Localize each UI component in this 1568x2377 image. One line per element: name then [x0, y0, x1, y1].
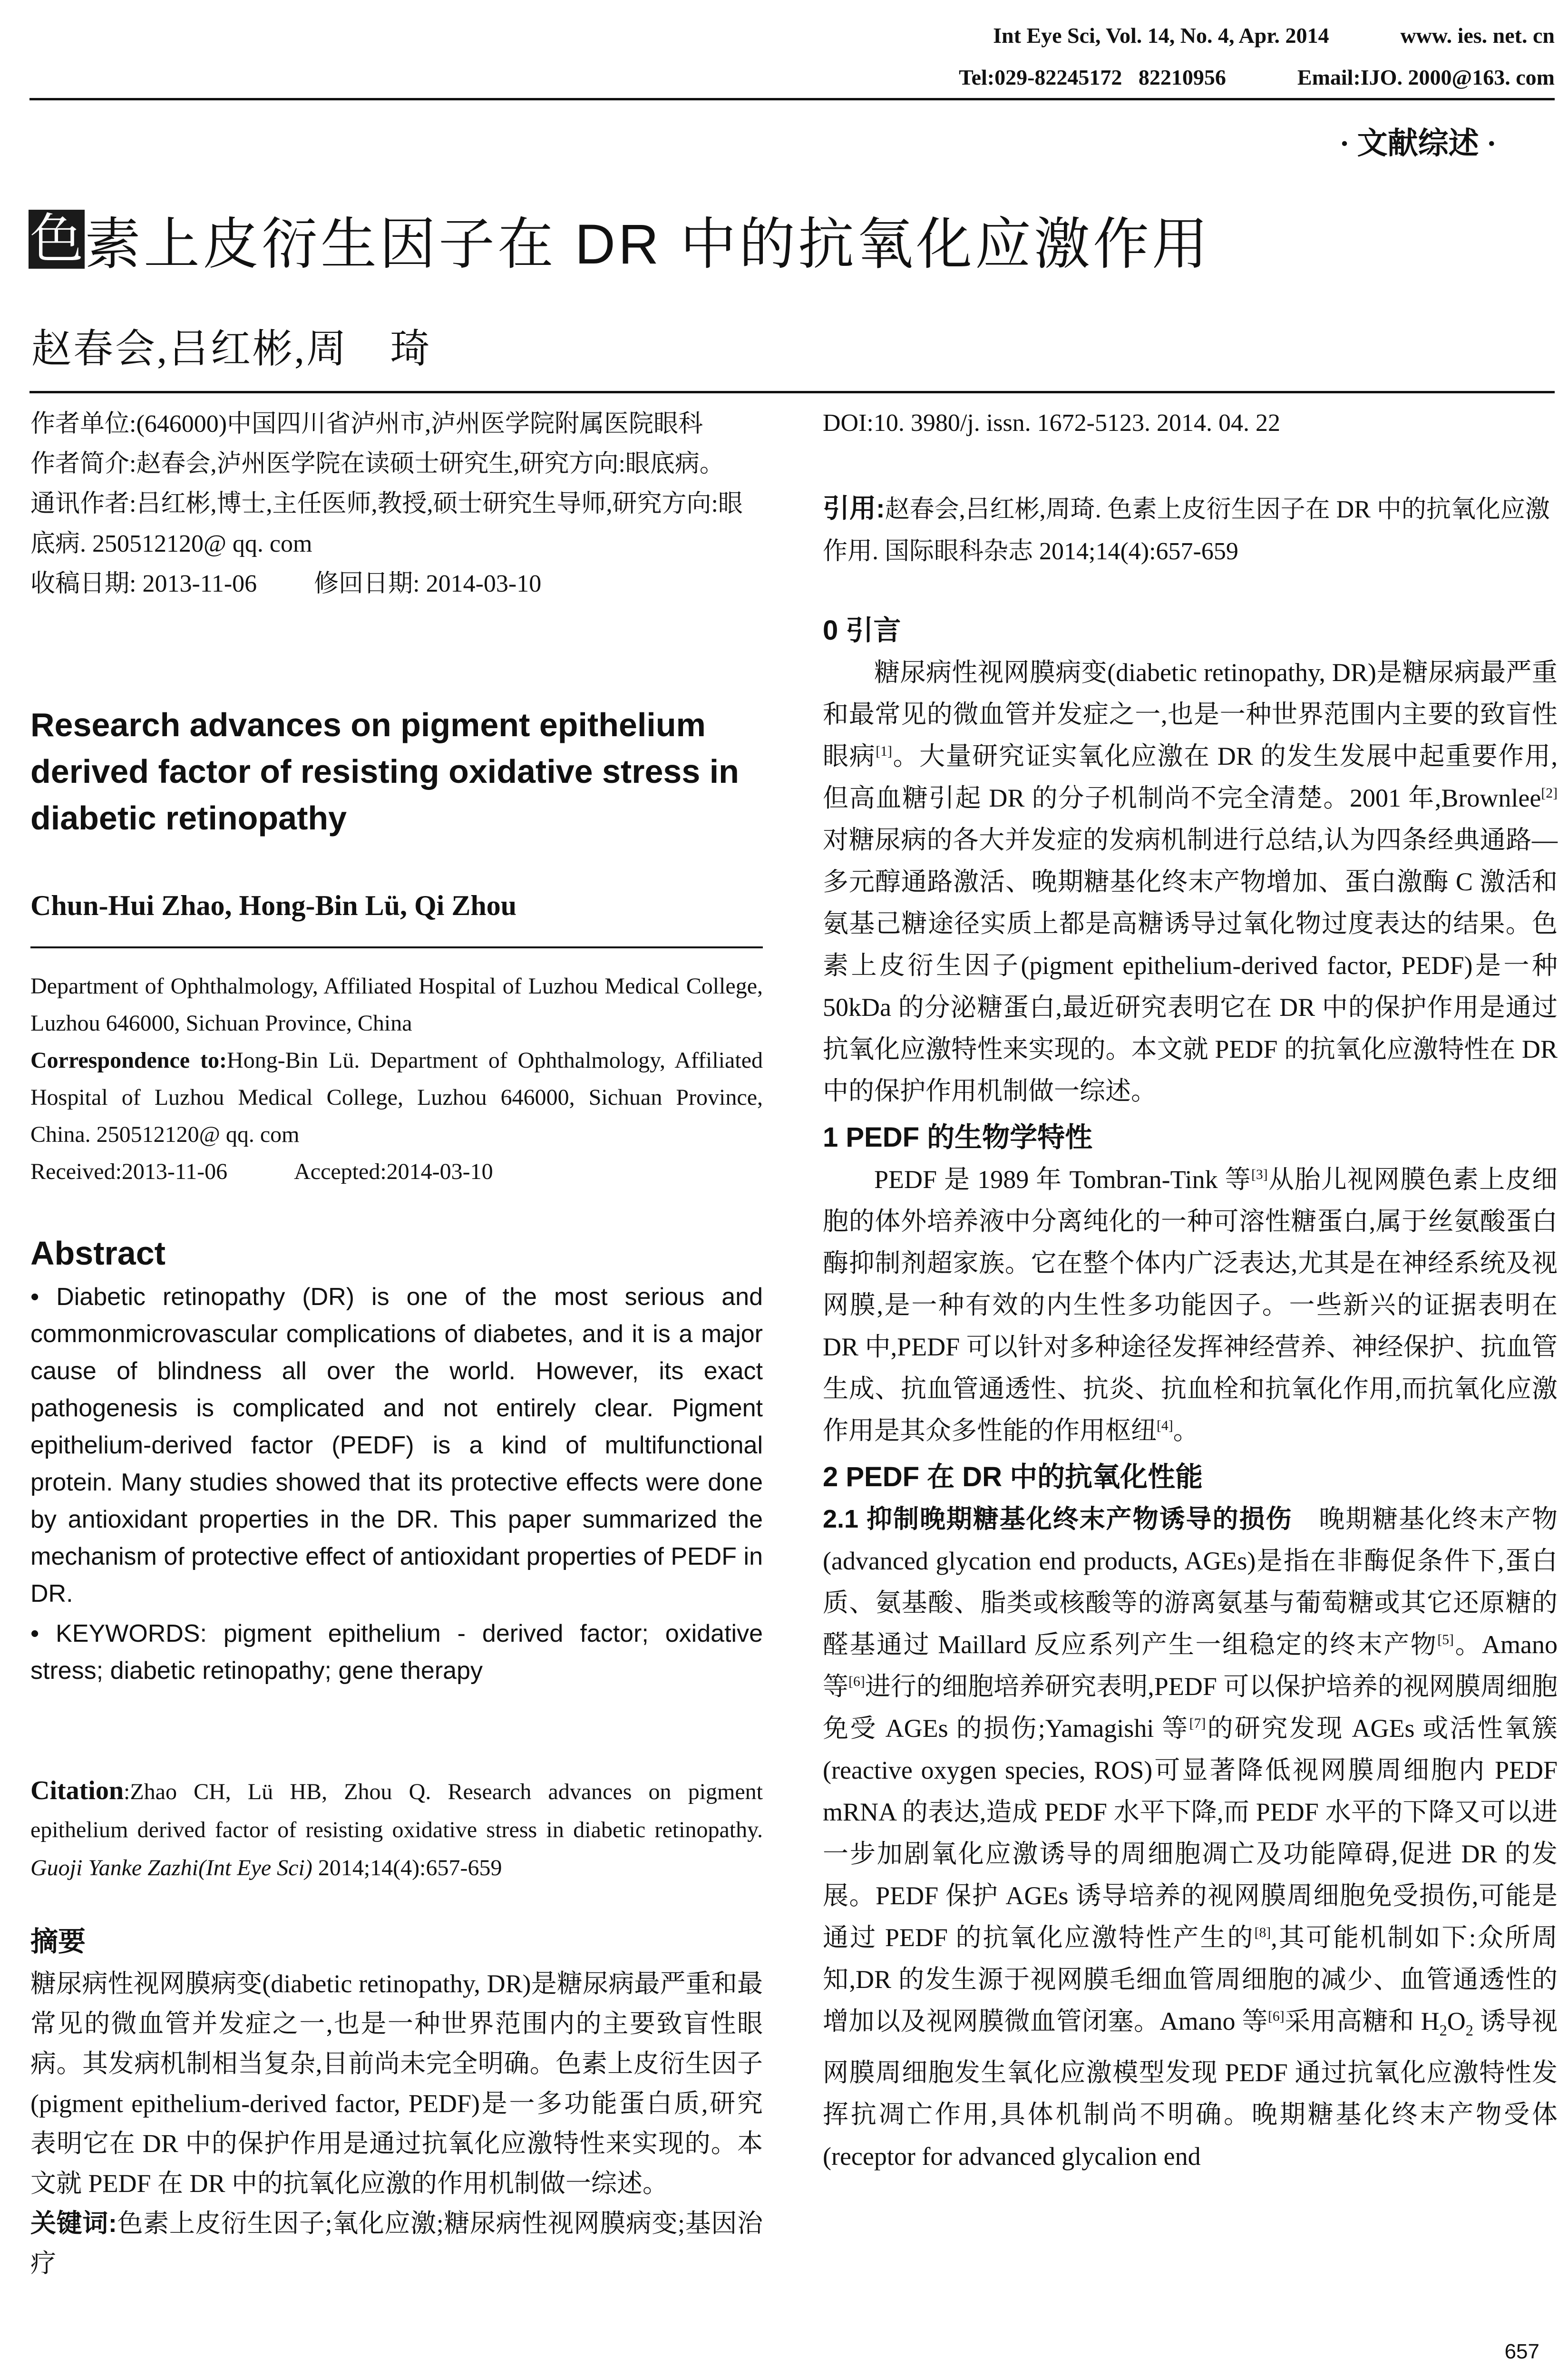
text-run: 。	[1173, 1416, 1199, 1445]
citation-ref: [3]	[1251, 1167, 1268, 1182]
citation-ref: [5]	[1437, 1632, 1454, 1647]
journal-tel: Tel:029-82245172 82210956	[959, 65, 1226, 89]
article-title	[29, 199, 1541, 280]
accepted-en: Accepted:2014-03-10	[294, 1159, 493, 1184]
title-text: 素上皮衍生因子在 DR 中的抗氧化应激作用	[85, 213, 1211, 276]
title-dropcap: 色	[29, 210, 85, 269]
section-1-heading: 1 PEDF 的生物学特性	[823, 1122, 1093, 1153]
citation-label: Citation	[30, 1776, 124, 1805]
journal-citation: Int Eye Sci, Vol. 14, No. 4, Apr. 2014	[993, 23, 1329, 48]
main-body	[823, 605, 1558, 2177]
header-rule	[29, 98, 1555, 100]
chinese-abstract-heading: 摘要	[30, 1926, 86, 1957]
chinese-abstract-body: 糖尿病性视网膜病变(diabetic retinopathy, DR)是糖尿病最严重和最常见的微血管并发症之一,也是一种世界范围内的主要致盲性眼病。其发病机制相当复杂,目前尚未完全明确。色素上皮衍生因子(pigment epithelium-derived factor, PEDF)是一多功能蛋白质,研究表明它在 DR 中的保护作用是通过抗氧化应激特性来实现的。本文就 PEDF 在 DR 中的抗氧化应激的作用机制做一综述。	[30, 1969, 763, 2198]
journal-website: www. ies. net. cn	[1400, 23, 1555, 48]
reference-label: 引用:	[823, 493, 885, 523]
text-run: O	[1447, 2007, 1466, 2036]
header-row-1	[993, 23, 1555, 48]
text-run: 晚期糖基化终末产物(advanced glycation end products, AGEs)是指在非酶促条件下,蛋白质、氨基酸、脂类或核酸等的游离氨基与葡萄糖或其它还原糖的醛基通过 Maillard 反应系列产生一组稳定的终末产物	[823, 1505, 1558, 1659]
citation-journal: Guoji Yanke Zazhi(Int Eye Sci)	[30, 1855, 312, 1880]
section-label: · 文献综述 ·	[1339, 127, 1497, 160]
corresponding-author: 通讯作者:吕红彬,博士,主任医师,教授,硕士研究生导师,研究方向:眼底病. 250512120@ qq. com	[30, 490, 743, 557]
text-run: 诱导视网膜周细胞发生氧化应激模型发现 PEDF 通过抗氧化应激特性发挥抗凋亡作用,具体机制尚不明确。晚期糖基化终末产物受体(receptor for advanced glycalion end	[823, 2007, 1558, 2171]
page-number: 657	[1504, 2340, 1539, 2363]
author-unit: 作者单位:(646000)中国四川省泸州市,泸州医学院附属医院眼科	[30, 410, 703, 438]
text-run: 。大量研究证实氧化应激在 DR 的发生发展中起重要作用,但高血糖引起 DR 的分子机制尚不完全清楚。2001 年,Brownlee	[823, 742, 1558, 812]
chinese-keywords	[30, 2203, 763, 2283]
text-run: 。Amano 等	[823, 1630, 1558, 1701]
received-date: 收稿日期: 2013-11-06	[30, 570, 257, 597]
affiliation-dates	[30, 1153, 763, 1190]
meta-dates	[30, 564, 763, 604]
subscript: 2	[1439, 2022, 1447, 2039]
english-title: Research advances on pigment epithelium derived factor of resisting oxidative stress in diabetic retinopathy	[30, 706, 739, 837]
doi: DOI:10. 3980/j. issn. 1672-5123. 2014. 04. 22	[823, 409, 1280, 437]
chinese-keywords-text: 色素上皮衍生因子;氧化应激;糖尿病性视网膜病变;基因治疗	[30, 2209, 763, 2278]
author-meta	[30, 404, 763, 604]
text-run: 从胎儿视网膜色素上皮细胞的体外培养液中分离纯化的一种可溶性糖蛋白,属于丝氨酸蛋白酶抑制剂超家族。它在整个体内广泛表达,尤其是在神经系统及视网膜,是一种有效的内生性多功能因子。一些新兴的证据表明在 DR 中,PEDF 可以针对多种途径发挥神经营养、神经保护、抗血管生成、抗血管通透性、抗炎、抗血栓和抗氧化作用,而抗氧化应激作用是其众多性能的作用枢纽	[823, 1165, 1558, 1445]
abstract-keywords: • KEYWORDS: pigment epithelium - derived factor; oxidative stress; diabetic retinopathy; gene therapy	[30, 1620, 763, 1685]
text-run: ,其可能机制如下:众所周知,DR 的发生源于视网膜毛细血管周细胞的减少、血管通透性的增加以及视网膜微血管闭塞。Amano 等	[823, 1923, 1558, 2036]
journal-email: Email:IJO. 2000@163. com	[1297, 65, 1555, 89]
text-run: 糖尿病性视网膜病变(diabetic retinopathy, DR)是糖尿病最严重和最常见的微血管并发症之一,也是一种世界范围内主要的致盲性眼病	[823, 658, 1558, 770]
title-rule	[29, 391, 1555, 393]
citation-ref: [6]	[848, 1674, 865, 1689]
text-run: 采用高糖和 H	[1284, 2007, 1440, 2036]
abstract-body	[30, 1278, 763, 1689]
text-run: PEDF 是 1989 年 Tombran-Tink 等	[874, 1165, 1251, 1194]
section-2-heading: 2 PEDF 在 DR 中的抗氧化性能	[823, 1461, 1203, 1492]
chinese-abstract	[30, 1919, 763, 2283]
revised-date: 修回日期: 2014-03-10	[314, 570, 542, 597]
affiliation-department: Department of Ophthalmology, Affiliated Hospital of Luzhou Medical College, Luzhou 646000, Sichuan Province, China	[30, 974, 763, 1036]
subscript: 2	[1465, 2022, 1473, 2039]
citation-ref: [7]	[1189, 1716, 1206, 1731]
header-row-2	[959, 65, 1555, 90]
citation-ref: [1]	[876, 744, 892, 759]
text-run: 对糖尿病的各大并发症的发病机制进行总结,认为四条经典通路—多元醇通路激活、晚期糖基化终末产物增加、蛋白激酶 C 激活和氨基己糖途径实质上都是高糖诱导过氧化物过度表达的结果。色素上皮衍生因子(pigment epithelium-derived factor, PEDF)是一种 50kDa 的分泌糖蛋白,最近研究表明它在 DR 中的保护作用是通过抗氧化应激特性来实现的。本文就 PEDF 的抗氧化应激特性在 DR 中的保护作用机制做一综述。	[823, 826, 1558, 1105]
chinese-keywords-label: 关键词:	[30, 2209, 117, 2238]
reference-line	[823, 487, 1555, 573]
english-authors-rule	[30, 946, 763, 948]
section-2-1-paragraph	[823, 1498, 1558, 2177]
correspondence-label: Correspondence to:	[30, 1048, 227, 1073]
abstract-text: • Diabetic retinopathy (DR) is one of the most serious and commonmicrovascular complications of diabetes, and it is a major cause of blindness all over the world. However, its exact pathogenesis is complicated and not entirely clear. Pigment epithelium-derived factor (PEDF) is a kind of multifunctional protein. Many studies showed that its protective effects were done by antioxidant properties in the DR. This paper summarized the mechanism of protective effect of antioxidant properties of PEDF in DR.	[30, 1283, 763, 1607]
citation-ref: [2]	[1541, 786, 1558, 801]
correspondence	[30, 1042, 763, 1153]
section-1-paragraph	[823, 1159, 1558, 1452]
citation-paragraph	[30, 1772, 763, 1887]
authors-cn: 赵春会,吕红彬,周 琦	[31, 327, 432, 371]
author-bio: 作者简介:赵春会,泸州医学院在读硕士研究生,研究方向:眼底病。	[30, 450, 724, 477]
citation-ref: [6]	[1267, 2009, 1285, 2024]
english-authors: Chun-Hui Zhao, Hong-Bin Lü, Qi Zhou	[30, 890, 517, 921]
journal-header	[0, 0, 1568, 109]
section-2-1-heading: 2.1 抑制晚期糖基化终末产物诱导的损伤	[823, 1505, 1293, 1533]
affiliation-block	[30, 968, 763, 1190]
citation-block	[30, 1772, 763, 1887]
correspondence-text: Hong-Bin Lü. Department of Ophthalmology, Affiliated Hospital of Luzhou Medical College, Luzhou 646000, Sichuan Province, China. 250512120@ qq. com	[30, 1048, 763, 1147]
citation-ref: [4]	[1157, 1418, 1173, 1433]
section-0-paragraph	[823, 652, 1558, 1112]
reference-text: 赵春会,吕红彬,周琦. 色素上皮衍生因子在 DR 中的抗氧化应激作用. 国际眼科杂志 2014;14(4):657-659	[823, 496, 1550, 565]
citation-text: :Zhao CH, Lü HB, Zhou Q. Research advances on pigment epithelium derived factor of resisting oxidative stress in diabetic retinopathy.	[30, 1779, 763, 1842]
section-0-heading: 0 引言	[823, 615, 901, 646]
text-run: 的研究发现 AGEs 或活性氧簇(reactive oxygen species, ROS)可显著降低视网膜周细胞内 PEDF mRNA 的表达,造成 PEDF 水平下降,而 PEDF 水平的下降又可以进一步加剧氧化应激诱导的周细胞凋亡及功能障碍,促进 DR 的发展。PEDF 保护 AGEs 诱导培养的视网膜周细胞免受损伤,可能是通过 PEDF 的抗氧化应激特性产生的	[823, 1714, 1558, 1952]
abstract-heading: Abstract	[30, 1235, 166, 1272]
received-en: Received:2013-11-06	[30, 1159, 228, 1184]
citation-tail: 2014;14(4):657-659	[318, 1855, 502, 1880]
text-run: 进行的细胞培养研究表明,PEDF 可以保护培养的视网膜周细胞免受 AGEs 的损伤;Yamagishi 等	[823, 1672, 1558, 1743]
citation-ref: [8]	[1254, 1925, 1271, 1940]
